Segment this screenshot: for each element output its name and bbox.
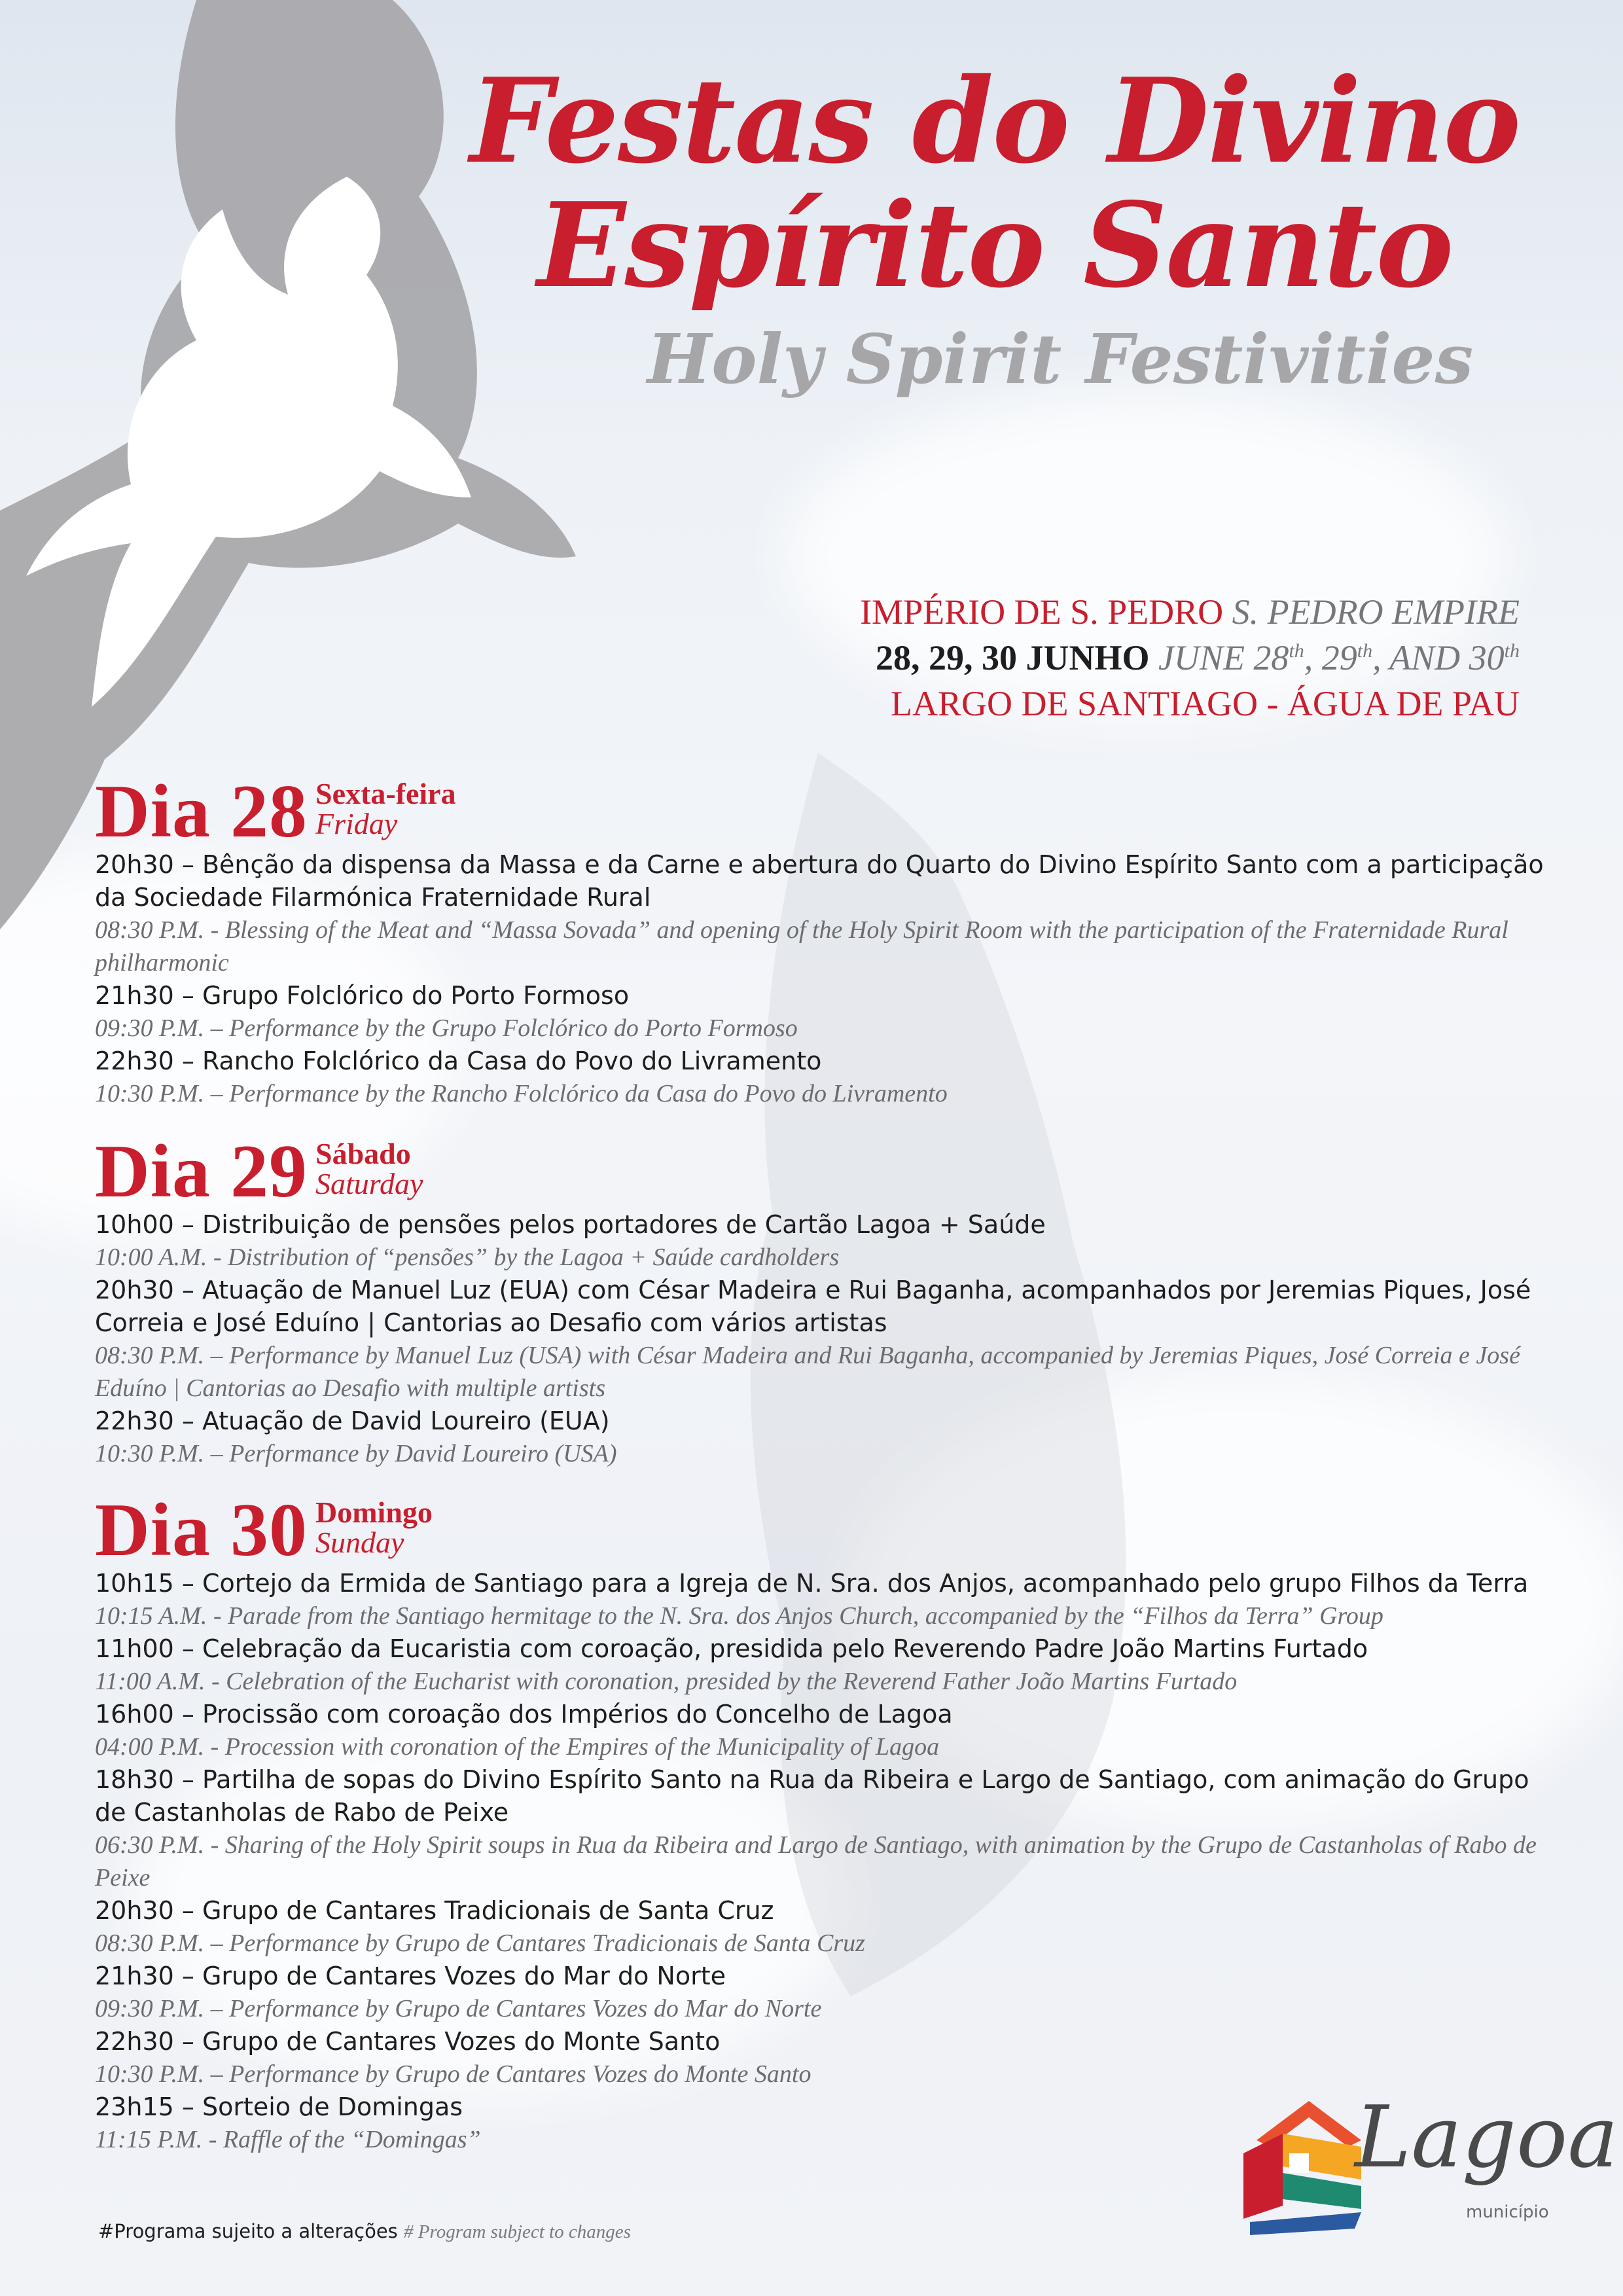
- program-item-pt: 10h15 – Cortejo da Ermida de Santiago para a Igreja de N. Sra. dos Anjos, acompanhado pelo grupo Filhos da Terra: [95, 1569, 1529, 1598]
- program-item-en: 10:30 P.M. – Performance by the Rancho Folclórico da Casa do Povo do Livramento: [95, 1080, 948, 1107]
- location: LARGO DE SANTIAGO - ÁGUA DE PAU: [890, 684, 1520, 723]
- empire-pt: IMPÉRIO DE S. PEDRO: [860, 592, 1224, 632]
- dates-pt: 28, 29, 30 JUNHO: [875, 638, 1150, 677]
- program-item-en: 08:30 P.M. – Performance by Manuel Luz (USA) with César Madeira and Rui Baganha, accompanied by Jeremias Piques, José Correia e José Eduíno | Cantorias ao Desafio with multiple artists: [95, 1342, 1520, 1402]
- program-item-pt: 21h30 – Grupo de Cantares Vozes do Mar do Norte: [95, 1962, 726, 1990]
- program-item-pt: 21h30 – Grupo Folclórico do Porto Formoso: [95, 981, 630, 1010]
- weekday-pt: Sábado: [315, 1137, 411, 1170]
- weekday-en: Friday: [315, 807, 398, 840]
- poster-title: [432, 52, 1558, 402]
- program-item-en: 11:15 P.M. - Raffle of the “Domingas”: [95, 2126, 481, 2153]
- day-label: Dia 30: [95, 1488, 308, 1572]
- program-item-pt: 20h30 – Bênção da dispensa da Massa e da Carne e abertura do Quarto do Divino Espírito Santo com a participação da Sociedade Filarmónica Fraternidade Rural: [95, 850, 1544, 912]
- logo-subtitle: município: [1466, 2202, 1549, 2222]
- lagoa-municipality-logo: [1237, 2081, 1618, 2278]
- program-item-pt: 10h00 – Distribuição de pensões pelos portadores de Cartão Lagoa + Saúde: [95, 1210, 1046, 1239]
- dates-en: JUNE 28th, 29th, AND 30th: [1158, 638, 1520, 677]
- day-section-29: [95, 1132, 1551, 1470]
- weekday-en: Sunday: [315, 1526, 404, 1559]
- title-line-2: Espírito Santo: [537, 177, 1453, 314]
- empire-line: [860, 589, 1520, 635]
- program-item-en: 10:30 P.M. – Performance by David Loureiro (USA): [95, 1440, 617, 1467]
- program-item-pt: 23h15 – Sorteio de Domingas: [95, 2092, 463, 2121]
- day-label: Dia 28: [95, 770, 308, 853]
- dates-line: [860, 635, 1520, 681]
- subtitle-english: Holy Spirit Festivities: [647, 319, 1474, 399]
- program-item-pt: 18h30 – Partilha de sopas do Divino Espírito Santo na Rua da Ribeira e Largo de Santiago, com animação do Grupo de Castanholas de Rabo de Peixe: [95, 1765, 1529, 1827]
- footer-en: # Program subject to changes: [404, 2221, 631, 2242]
- weekday-pt: Sexta-feira: [315, 777, 456, 810]
- program-item-en: 06:30 P.M. - Sharing of the Holy Spirit soups in Rua da Ribeira and Largo de Santiago, with animation by the Grupo de Castanholas of Rabo de Peixe: [95, 1831, 1537, 1892]
- program-item-pt: 11h00 – Celebração da Eucaristia com coroação, presidida pelo Reverendo Padre João Martins Furtado: [95, 1634, 1368, 1663]
- program-item-en: 10:00 A.M. - Distribution of “pensões” by the Lagoa + Saúde cardholders: [95, 1244, 840, 1271]
- program-item-en: 04:00 P.M. - Procession with coronation of the Empires of the Municipality of Lagoa: [95, 1733, 940, 1761]
- day-section-28: [95, 772, 1551, 1110]
- day-section-30: [95, 1488, 1551, 2156]
- footer-note: [98, 2220, 631, 2243]
- weekday-en: Saturday: [315, 1167, 423, 1200]
- program-item-en: 08:30 P.M. - Blessing of the Meat and “Massa Sovada” and opening of the Holy Spirit Room with the participation of the Fraternidade Rural philharmonic: [95, 916, 1508, 977]
- program-item-en: 10:30 P.M. – Performance by Grupo de Cantares Vozes do Monte Santo: [95, 2060, 812, 2088]
- program-item-en: 10:15 A.M. - Parade from the Santiago hermitage to the N. Sra. dos Anjos Church, accompanied by the “Filhos da Terra” Group: [95, 1602, 1383, 1630]
- program-item-en: 09:30 P.M. – Performance by Grupo de Cantares Vozes do Mar do Norte: [95, 1995, 822, 2022]
- weekday-pt: Domingo: [315, 1496, 433, 1529]
- program-item-pt: 20h30 – Atuação de Manuel Luz (EUA) com César Madeira e Rui Baganha, acompanhados por Jeremias Piques, José Correia e José Eduíno | Cantorias ao Desafio com vários artistas: [95, 1276, 1531, 1337]
- program-item-pt: 20h30 – Grupo de Cantares Tradicionais de Santa Cruz: [95, 1896, 774, 1925]
- program-item-en: 08:30 P.M. – Performance by Grupo de Cantares Tradicionais de Santa Cruz: [95, 1929, 865, 1957]
- day-label: Dia 29: [95, 1130, 308, 1213]
- footer-pt: #Programa sujeito a alterações: [98, 2220, 398, 2242]
- house-logo-icon: [1237, 2094, 1368, 2238]
- program-item-pt: 22h30 – Rancho Folclórico da Casa do Povo do Livramento: [95, 1047, 822, 1075]
- program-item-en: 09:30 P.M. – Performance by the Grupo Folclórico do Porto Formoso: [95, 1014, 798, 1042]
- event-info: [860, 589, 1520, 726]
- title-line-1: Festas do Divino: [469, 52, 1520, 189]
- empire-en: S. PEDRO EMPIRE: [1232, 592, 1520, 632]
- program-item-en: 11:00 A.M. - Celebration of the Eucharist with coronation, presided by the Reverend Father João Martins Furtado: [95, 1668, 1238, 1695]
- program-item-pt: 22h30 – Atuação de David Loureiro (EUA): [95, 1407, 610, 1435]
- program-item-pt: 16h00 – Procissão com coroação dos Impérios do Concelho de Lagoa: [95, 1700, 953, 1729]
- logo-wordmark: Lagoa: [1355, 2087, 1618, 2187]
- program-item-pt: 22h30 – Grupo de Cantares Vozes do Monte Santo: [95, 2027, 721, 2056]
